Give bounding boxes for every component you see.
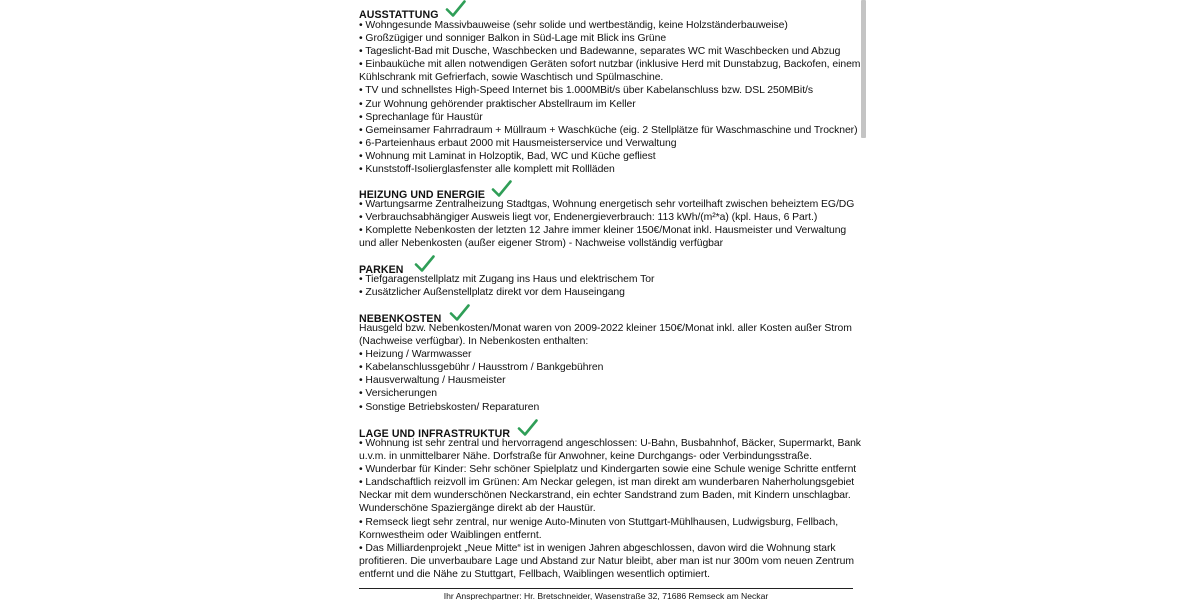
text-line: • Remseck liegt sehr zentral, nur wenige Auto-Minuten von Stuttgart-Mühlhausen, Ludwigsburg, Fellbach, [359, 516, 839, 528]
section-heading: HEIZUNG UND ENERGIE [359, 189, 486, 201]
text-line: Kornwestheim oder Waiblingen entfernt. [359, 529, 542, 541]
check-icon [445, 0, 466, 18]
text-line: • Sonstige Betriebskosten/ Reparaturen [359, 401, 540, 413]
section-heading: AUSSTATTUNG [359, 9, 439, 21]
check-icon [449, 304, 470, 322]
section-heading-row [359, 259, 854, 276]
text-line: • Kunststoff-Isolierglasfenster alle komplett mit Rollläden [359, 164, 615, 176]
section-ausstattung [359, 4, 861, 176]
text-line: • Einbauküche mit allen notwendigen Geräten sofort nutzbar (inklusive Herd mit Dunstabzug, Backofen, einem [359, 59, 861, 71]
footer-divider [359, 588, 853, 589]
section-lage [359, 423, 861, 581]
text-line: • Das Milliardenprojekt „Neue Mitte“ ist in wenigen Jahren abgeschlossen, davon wird die Wohnung stark [359, 542, 836, 554]
text-line: und aller Nebenkosten (außer eigener Strom) - Nachweise vollständig verfügbar [359, 238, 724, 250]
text-line: • Wohnung ist sehr zentral und hervorragend angeschlossen: U-Bahn, Busbahnhof, Bäcker, Supermarkt, Bank [359, 438, 861, 449]
text-line: • TV und schnellstes High-Speed Internet bis 1.000MBit/s über Kabelanschluss bzw. DSL 250MBit/s [359, 85, 814, 97]
text-line: • Wohngesunde Massivbauweise (sehr solide und wertbeständig, keine Holzständerbauweise) [359, 20, 788, 31]
section-body [359, 19, 861, 176]
text-line: • 6-Parteienhaus erbaut 2000 mit Hausmeisterservice und Verwaltung [359, 137, 677, 149]
section-heading-row [359, 308, 854, 325]
text-line: Hausgeld bzw. Nebenkosten/Monat waren von 2009-2022 kleiner 150€/Monat inkl. aller Kosten außer Strom [359, 323, 852, 334]
section-heading: PARKEN [359, 264, 404, 276]
text-line: • Wohnung mit Laminat in Holzoptik, Bad, WC und Küche gefliest [359, 150, 656, 162]
section-body [359, 198, 854, 250]
section-heizung [359, 184, 854, 250]
check-icon [517, 419, 538, 437]
section-nebenkosten [359, 308, 854, 414]
text-line: • Gemeinsamer Fahrradraum + Müllraum + Waschküche (eig. 2 Stellplätze für Waschmaschine und Trockner) [359, 124, 858, 136]
section-heading-row [359, 4, 854, 21]
text-line: • Komplette Nebenkosten der letzten 12 Jahre immer kleiner 150€/Monat inkl. Hausmeister und Verwaltung [359, 225, 847, 237]
section-heading-row [359, 184, 854, 201]
vertical-scrollbar[interactable] [861, 0, 866, 138]
check-icon [414, 255, 435, 273]
section-heading: LAGE UND INFRASTRUKTUR [359, 428, 511, 440]
footer-contact: Ihr Ansprechpartner: Hr. Bretschneider, Wasenstraße 32, 71686 Remseck am Neckar [443, 591, 769, 600]
text-line: • Wunderbar für Kinder: Sehr schöner Spielplatz und Kindergarten sowie eine Schule wenige Schritte entfernt [359, 464, 857, 476]
section-body [359, 437, 861, 581]
check-icon [491, 180, 512, 198]
text-line: (Nachweise verfügbar). In Nebenkosten enthalten: [359, 336, 589, 348]
text-line: Wunderschöne Spaziergänge direkt ab der Haustür. [359, 503, 596, 515]
text-line: • Hausverwaltung / Hausmeister [359, 375, 506, 387]
text-line: • Heizung / Warmwasser [359, 349, 472, 361]
text-line: • Verbrauchsabhängiger Ausweis liegt vor, Endenergieverbrauch: 113 kWh/(m²*a) (kpl. Haus, 6 Part.) [359, 212, 818, 224]
text-line: • Zur Wohnung gehörender praktischer Abstellraum im Keller [359, 98, 636, 110]
text-line: • Kabelanschlussgebühr / Hausstrom / Bankgebühren [359, 362, 604, 374]
text-line: • Sprechanlage für Haustür [359, 111, 483, 123]
text-line: • Wartungsarme Zentralheizung Stadtgas, Wohnung energetisch sehr vorteilhaft zwischen beheiztem EG/DG [359, 199, 855, 210]
text-line: • Tiefgaragenstellplatz mit Zugang ins Haus und elektrischem Tor [359, 274, 655, 285]
text-line: • Landschaftlich reizvoll im Grünen: Am Neckar gelegen, ist man direkt am wunderbaren Naherholungsgebiet [359, 477, 855, 489]
text-line: • Zusätzlicher Außenstellplatz direkt vor dem Hauseingang [359, 287, 625, 299]
text-line: Kühlschrank mit Gefrierfach, sowie Waschtisch und Spülmaschine. [359, 72, 664, 84]
text-line: • Versicherungen [359, 388, 437, 400]
section-body [359, 273, 854, 299]
text-line: Neckar mit dem wunderschönen Neckarstrand, ein echter Sandstrand zum Baden, mit Kindern unschlagbar. [359, 490, 851, 502]
text-line: • Großzügiger und sonniger Balkon in Süd-Lage mit Blick ins Grüne [359, 33, 667, 45]
text-line: • Tageslicht-Bad mit Dusche, Waschbecken und Badewanne, separates WC mit Waschbecken und Abzug [359, 46, 841, 58]
section-heading-row [359, 423, 854, 440]
text-line: entfernt und die Nähe zu Stuttgart, Fellbach, Waiblingen wesentlich optimiert. [359, 568, 710, 580]
section-body [359, 322, 854, 414]
section-heading: NEBENKOSTEN [359, 313, 442, 325]
text-line: profitieren. Die unverbaubare Lage und Abstand zur Natur bleibt, aber man ist nur 300m vom neuen Zentrum [359, 555, 854, 567]
section-parken [359, 259, 854, 299]
text-line: u.v.m. in unmittelbarer Nähe. Dorfstraße für Anwohner, keine Durchgangs- oder Verbindungsstraße. [359, 451, 813, 463]
